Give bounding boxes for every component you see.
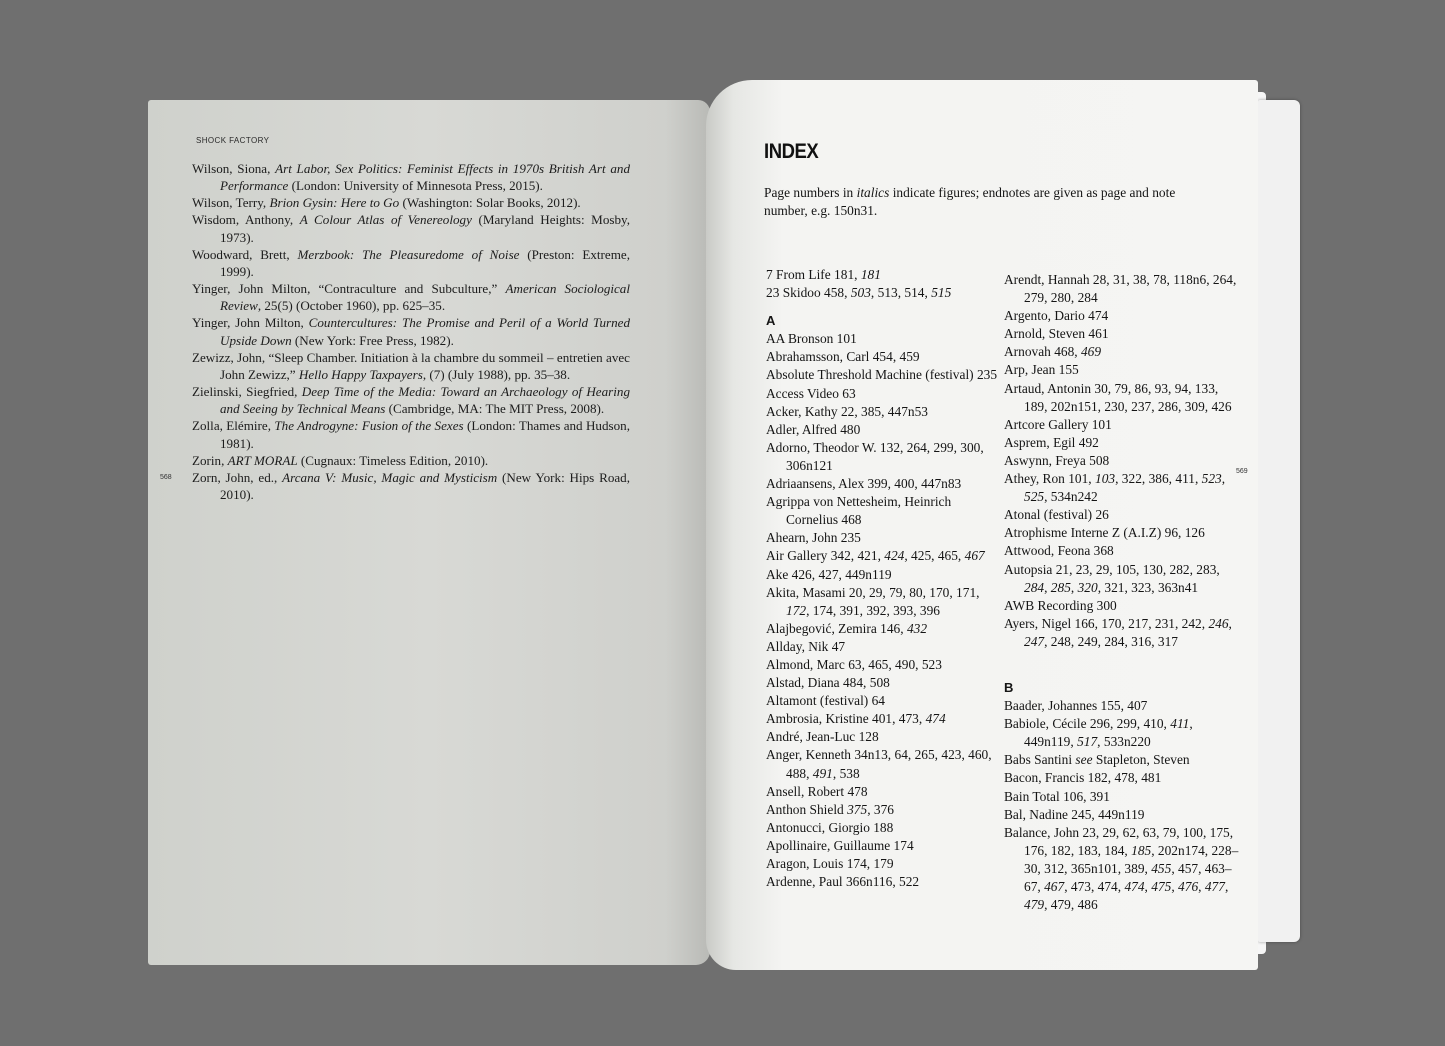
index-entry <box>766 746 998 782</box>
text-run: Agrippa von Nettesheim, Heinrich Cornelius 468 <box>766 494 952 528</box>
index-entry <box>766 266 998 284</box>
index-column-left <box>766 266 998 891</box>
text-run: Yinger, John Milton, “Contraculture and Subculture,” <box>192 281 506 297</box>
index-column-right <box>1004 271 1244 914</box>
text-run: Stapleton, Steven <box>1092 752 1190 768</box>
text-run: , 425, 465, <box>904 548 965 564</box>
text-run: Alajbegović, Zemira 146, <box>766 620 907 636</box>
index-entry <box>766 728 998 746</box>
text-run: (Washington: Solar Books, 2012). <box>399 195 581 211</box>
text-run: (Maryland Heights: Mosby, 1973). <box>220 212 630 245</box>
italic-run: A Colour Atlas of Venereology <box>299 212 472 228</box>
italic-run: Deep Time of the Media: Toward an Archaeology of Hearing and Seeing by Technical Means <box>220 384 630 417</box>
text-run: , 533n220 <box>1097 734 1151 750</box>
text-run: Arp, Jean 155 <box>1004 362 1079 378</box>
text-run: Anthon Shield <box>766 801 848 817</box>
text-run: Attwood, Feona 368 <box>1004 543 1114 559</box>
text-run: , 321, 323, 363n41 <box>1097 579 1199 595</box>
text-run: Yinger, John Milton, <box>192 315 309 331</box>
text-run: Atonal (festival) 26 <box>1004 507 1109 523</box>
bibliography-entry <box>192 452 630 469</box>
index-entry <box>766 873 998 891</box>
italic-run: 515 <box>931 285 952 301</box>
italic-run: 172 <box>786 602 807 618</box>
index-letter-heading: A <box>766 313 776 329</box>
text-run: Antonucci, Giorgio 188 <box>766 819 894 835</box>
italic-run: 432 <box>906 620 928 636</box>
text-run: 23 Skidoo 458, <box>766 285 851 301</box>
text-run: , 376 <box>867 801 894 817</box>
index-entry <box>1004 824 1244 914</box>
index-entry <box>1004 697 1244 715</box>
italic-run: Countercultures: The Promise and Peril of a World Turned Upside Down <box>220 315 631 348</box>
text-run: Ansell, Robert 478 <box>766 783 868 799</box>
italic-run: The Androgyne: Fusion of the Sexes <box>274 418 464 434</box>
index-entry <box>766 348 998 366</box>
text-run: Access Video 63 <box>766 385 856 401</box>
italic-run: 517 <box>1077 734 1098 750</box>
text-run: Babiole, Cécile 296, 299, 410, <box>1004 716 1171 732</box>
italic-run: italics <box>856 185 890 200</box>
text-run: Ahearn, John 235 <box>766 530 861 546</box>
bibliography-entry <box>192 314 630 348</box>
text-run: Ambrosia, Kristine 401, 473, <box>766 711 926 727</box>
italic-run: 475 <box>1151 879 1172 894</box>
text-run: , (7) (July 1988), pp. 35–38. <box>422 366 571 382</box>
italic-run: 411 <box>1170 716 1190 732</box>
italic-run: Arcana V: Music, Magic and Mysticism <box>282 469 498 485</box>
text-run: (Cambridge, MA: The MIT Press, 2008). <box>385 401 605 417</box>
index-entry <box>1004 806 1244 824</box>
text-run: Zolla, Elémire, <box>192 418 275 434</box>
index-entry <box>766 421 998 439</box>
italic-run: 246 <box>1208 615 1229 631</box>
index-entry <box>1004 271 1244 307</box>
text-run: Abrahamsson, Carl 454, 459 <box>766 349 920 365</box>
index-entry <box>766 439 998 475</box>
text-run: Argento, Dario 474 <box>1004 308 1109 324</box>
page-number-left: 568 <box>160 474 172 481</box>
index-entry <box>1004 416 1244 434</box>
index-entry <box>1004 343 1244 361</box>
text-run: (Cugnaux: Timeless Edition, 2010). <box>297 452 489 468</box>
index-entry <box>766 801 998 819</box>
text-run: Alstad, Diana 484, 508 <box>766 675 890 691</box>
text-run: Adorno, Theodor W. 132, 264, 299, 300, 306n121 <box>766 439 984 473</box>
bibliography-entry <box>192 194 630 211</box>
text-run: , <box>1221 471 1226 487</box>
text-run: Anger, Kenneth 34n13, 64, 265, 423, 460, 488, <box>766 747 992 781</box>
italic-run: Art Labor, Sex Politics: Feminist Effects in 1970s British Art and Performance <box>220 161 631 194</box>
italic-run: 320 <box>1077 579 1098 595</box>
italic-run: 479 <box>1024 897 1045 913</box>
text-run: , 534n242 <box>1044 489 1098 505</box>
text-run: Athey, Ron 101, <box>1004 471 1096 487</box>
text-run: Ake 426, 427, 449n119 <box>766 566 892 582</box>
index-entry <box>766 710 998 728</box>
index-title: INDEX <box>764 140 819 163</box>
text-run: , <box>1228 615 1232 631</box>
italic-run: 375 <box>847 801 868 817</box>
text-run: , 538 <box>832 765 860 781</box>
text-run: Allday, Nik 47 <box>766 638 846 654</box>
text-run: Wisdom, Anthony, <box>192 212 300 228</box>
text-run: (New York: Free Press, 1982). <box>291 332 454 348</box>
text-run: Aswynn, Freya 508 <box>1004 452 1110 468</box>
index-entry <box>1004 361 1244 379</box>
bibliography-entry <box>192 280 630 314</box>
index-entry <box>766 529 998 547</box>
index-entry <box>766 819 998 837</box>
text-run: Ayers, Nigel 166, 170, 217, 231, 242, <box>1004 615 1209 631</box>
text-run: Wilson, Siona, <box>192 161 276 176</box>
text-run: , 248, 249, 284, 316, 317 <box>1044 633 1178 649</box>
text-run: Artcore Gallery 101 <box>1004 416 1112 432</box>
text-run: (Preston: Extreme, 1999). <box>220 246 630 279</box>
italic-run: Merzbook: The Pleasuredome of Noise <box>297 246 520 262</box>
italic-run: 503 <box>850 285 871 301</box>
text-run: Bain Total 106, 391 <box>1004 788 1110 804</box>
index-entry <box>1004 524 1244 542</box>
index-entry <box>1004 380 1244 416</box>
index-entry <box>766 493 998 529</box>
index-letter-heading: B <box>1004 679 1014 695</box>
text-run: , 174, 391, 392, 393, 396 <box>806 602 940 618</box>
italic-run: 523 <box>1201 471 1222 487</box>
text-run: Ardenne, Paul 366n116, 522 <box>766 874 920 890</box>
index-entry <box>1004 506 1244 524</box>
text-run: Apollinaire, Guillaume 174 <box>766 837 914 853</box>
bibliography-entry <box>192 160 630 194</box>
index-entry <box>766 837 998 855</box>
text-run: Zorn, John, ed., <box>192 469 283 485</box>
italic-run: 455 <box>1151 860 1172 876</box>
text-run: Arendt, Hannah 28, 31, 38, 78, 118n6, 264, 279, 280, 284 <box>1004 272 1237 306</box>
index-entry <box>1004 769 1244 787</box>
text-run: , <box>1171 879 1179 894</box>
index-intro <box>764 184 1184 220</box>
text-run: indicate figures; endnotes are given as page and note number, e.g. 150n31. <box>764 185 1176 218</box>
text-run: Zewizz, John, “Sleep Chamber. Initiation à la chambre du sommeil – entretien avec John Zewizz,” <box>192 349 630 382</box>
index-entry <box>1004 788 1244 806</box>
text-run: Babs Santini <box>1004 752 1076 768</box>
text-run: , <box>1044 579 1051 595</box>
text-run: Bal, Nadine 245, 449n119 <box>1004 806 1145 822</box>
index-entry <box>766 566 998 584</box>
text-run: Asprem, Egil 492 <box>1004 434 1099 450</box>
index-entry <box>1004 307 1244 325</box>
text-run: 7 From Life 181, <box>766 267 861 282</box>
index-spacer <box>1004 651 1244 669</box>
index-entry <box>766 584 998 620</box>
text-run: André, Jean-Luc 128 <box>766 729 879 745</box>
bibliography-entry <box>192 211 630 245</box>
italic-run: 284 <box>1024 579 1045 595</box>
italic-run: 103 <box>1095 471 1116 487</box>
index-entry <box>766 620 998 638</box>
index-entry <box>766 674 998 692</box>
text-run: Absolute Threshold Machine (festival) 235 <box>766 367 998 383</box>
text-run: Air Gallery 342, 421, <box>766 548 885 564</box>
text-run: Autopsia 21, 23, 29, 105, 130, 282, 283, <box>1004 561 1220 577</box>
text-run: Almond, Marc 63, 465, 490, 523 <box>766 656 942 672</box>
italic-run: see <box>1075 752 1093 768</box>
index-entry <box>766 330 998 348</box>
bibliography-entry <box>192 383 630 417</box>
text-run: Adler, Alfred 480 <box>766 421 861 437</box>
text-run: Atrophisme Interne Z (A.I.Z) 96, 126 <box>1004 525 1205 541</box>
text-run: Altamont (festival) 64 <box>766 693 885 709</box>
index-entry <box>766 656 998 674</box>
italic-run: 477 <box>1204 879 1225 894</box>
index-entry <box>1004 615 1244 651</box>
italic-run: 247 <box>1024 633 1045 649</box>
text-run: Adriaansens, Alex 399, 400, 447n83 <box>766 476 962 492</box>
italic-run: 474 <box>1124 879 1145 894</box>
index-entry <box>1004 715 1244 751</box>
text-run: Acker, Kathy 22, 385, 447n53 <box>766 403 928 419</box>
index-entry <box>1004 542 1244 560</box>
italic-run: 469 <box>1080 344 1102 360</box>
index-entry <box>1004 325 1244 343</box>
text-run: , <box>1144 879 1152 894</box>
index-entry <box>766 547 998 565</box>
italic-run: 467 <box>964 548 985 564</box>
page-number-right: 569 <box>1236 468 1248 475</box>
italic-run: 285 <box>1050 579 1071 595</box>
text-run: Aragon, Louis 174, 179 <box>766 856 894 871</box>
index-entry <box>1004 597 1244 615</box>
text-run: Woodward, Brett, <box>192 246 298 262</box>
text-run: , 202n174, 228–30, 312, 365n101, 389, <box>1024 842 1239 876</box>
index-entry <box>766 403 998 421</box>
index-entry <box>766 855 998 873</box>
index-entry <box>1004 452 1244 470</box>
index-entry <box>766 638 998 656</box>
index-entry <box>766 385 998 403</box>
text-run: (London: Thames and Hudson, 1981). <box>220 418 630 451</box>
italic-run: 491 <box>812 765 833 781</box>
italic-run: American Sociological Review <box>220 281 630 314</box>
running-head: SHOCK FACTORY <box>196 136 270 145</box>
italic-run: 424 <box>884 548 905 564</box>
index-entry <box>766 692 998 710</box>
text-run: (New York: Hips Road, 2010). <box>220 469 630 502</box>
show-through-text <box>572 124 575 139</box>
bibliography-entry <box>192 417 630 451</box>
text-run: AA Bronson 101 <box>766 331 857 347</box>
bibliography-list <box>192 160 630 503</box>
text-run: AWB Recording 300 <box>1004 597 1117 613</box>
text-run: , 449n119, <box>1024 716 1193 750</box>
text-run: Baader, Johannes 155, 407 <box>1004 698 1148 714</box>
italic-run: 474 <box>925 711 946 727</box>
text-run: Balance, John 23, 29, 62, 63, 79, 100, 175, 176, 182, 183, 184, <box>1004 824 1234 858</box>
index-entry <box>766 783 998 801</box>
bibliography-entry <box>192 349 630 383</box>
text-run: , <box>1070 579 1078 595</box>
back-cover-edge <box>1258 100 1300 942</box>
text-run: Akita, Masami 20, 29, 79, 80, 170, 171, <box>766 584 980 600</box>
text-run: , 513, 514, <box>870 285 932 301</box>
index-entry <box>766 284 998 302</box>
italic-run: 476 <box>1178 879 1199 894</box>
bibliography-entry <box>192 469 630 503</box>
italic-run: Brion Gysin: Here to Go <box>269 195 400 211</box>
index-entry <box>1004 470 1244 506</box>
text-run: (London: University of Minnesota Press, 2015). <box>288 178 543 194</box>
bibliography-entry <box>192 246 630 280</box>
text-run: , 457, 463–67, <box>1024 860 1232 894</box>
index-entry <box>766 366 998 384</box>
text-run: Wilson, Terry, <box>192 195 270 211</box>
italic-run: ART MORAL <box>227 452 298 468</box>
index-entry <box>1004 561 1244 597</box>
text-run: , 473, 474, <box>1064 879 1125 894</box>
italic-run: 185 <box>1131 842 1152 858</box>
text-run: , 322, 386, 411, <box>1115 471 1202 487</box>
text-run: Arnold, Steven 461 <box>1004 326 1109 342</box>
index-entry <box>1004 751 1244 769</box>
text-run: Page numbers in <box>764 185 857 200</box>
text-run: , <box>1198 879 1205 894</box>
index-entry <box>1004 434 1244 452</box>
text-run: Artaud, Antonin 30, 79, 86, 93, 94, 133, 189, 202n151, 230, 237, 286, 309, 426 <box>1004 380 1232 414</box>
italic-run: Hello Happy Taxpayers <box>298 366 423 382</box>
text-run: , <box>1224 879 1229 894</box>
text-run: , 479, 486 <box>1044 897 1098 913</box>
italic-run: 525 <box>1024 489 1045 505</box>
text-run: Arnovah 468, <box>1004 344 1081 360</box>
italic-run: 467 <box>1044 879 1065 894</box>
index-entry <box>766 475 998 493</box>
italic-run: 181 <box>860 267 881 282</box>
text-run: , 25(5) (October 1960), pp. 625–35. <box>257 298 446 314</box>
text-run: Zorin, <box>192 452 228 468</box>
text-run: Bacon, Francis 182, 478, 481 <box>1004 770 1162 786</box>
text-run: Zielinski, Siegfried, <box>192 384 302 400</box>
